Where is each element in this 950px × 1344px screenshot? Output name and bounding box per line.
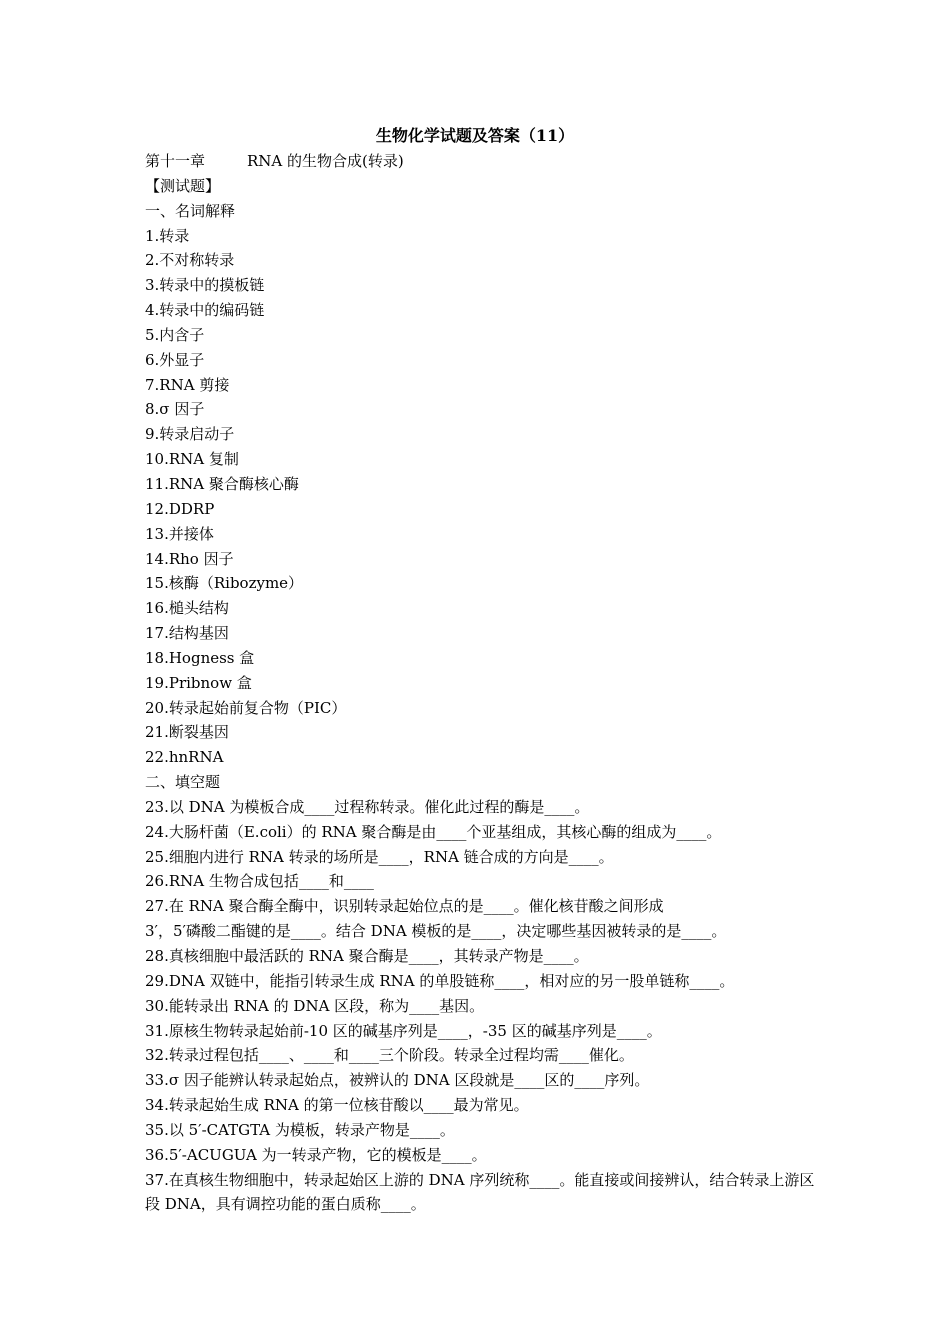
- list-item: 19.Pribnow 盒: [145, 673, 252, 692]
- list-item: 16.槌头结构: [145, 599, 229, 618]
- question-line: 32.转录过程包括____、____和____三个阶段。转录全过程均需____催化。: [145, 1046, 634, 1065]
- chapter-heading: [145, 149, 815, 174]
- list-item: 5.内含子: [145, 325, 205, 344]
- question-line: 33.σ 因子能辨认转录起始点，被辨认的 DNA 区段就是____区的____序列。: [145, 1071, 650, 1090]
- list-item: 6.外显子: [145, 350, 205, 369]
- chapter-number: 第十一章: [145, 152, 206, 170]
- list-item: 20.转录起始前复合物（PIC）: [145, 698, 347, 717]
- question-line: 23.以 DNA 为模板合成____过程称转录。催化此过程的酶是____。: [145, 797, 590, 816]
- question-line: 34.转录起始生成 RNA 的第一位核苷酸以____最为常见。: [145, 1096, 529, 1115]
- section-test-heading: 【测试题】: [145, 176, 221, 195]
- list-item: 14.Rho 因子: [145, 549, 234, 568]
- list-item: 17.结构基因: [145, 624, 229, 643]
- question-line: 35.以 5′-CATGTA 为模板，转录产物是____。: [145, 1120, 455, 1139]
- question-line: 28.真核细胞中最活跃的 RNA 聚合酶是____，其转录产物是____。: [145, 947, 589, 965]
- list-item: 3.转录中的摸板链: [145, 276, 265, 295]
- list-item: 11.RNA 聚合酶核心酶: [145, 474, 299, 493]
- list-item: 21.断裂基因: [145, 723, 229, 742]
- list-item: 7.RNA 剪接: [145, 375, 230, 394]
- section1-heading: 一、名词解释: [145, 201, 236, 220]
- question-line: 31.原核生物转录起始前-10 区的碱基序列是____，-35 区的碱基序列是____。: [145, 1021, 662, 1040]
- question-line: 26.RNA 生物合成包括____和____: [145, 872, 374, 891]
- document-title: 生物化学试题及答案（11）: [375, 126, 575, 145]
- question-line: 36.5′-ACUGUA 为一转录产物，它的模板是____。: [145, 1145, 487, 1164]
- list-item: 10.RNA 复制: [145, 450, 239, 469]
- section2-heading: 二、填空题: [145, 773, 221, 792]
- list-item: 12.DDRP: [145, 499, 215, 518]
- list-item: 15.核酶（Ribozyme）: [145, 574, 304, 593]
- document-body: [145, 149, 815, 1217]
- question-line: 27.在 RNA 聚合酶全酶中，识别转录起始位点的是____。催化核苷酸之间形成: [145, 897, 664, 916]
- list-item: 22.hnRNA: [145, 748, 224, 767]
- list-item: 8.σ 因子: [145, 400, 205, 419]
- question-line: 25.细胞内进行 RNA 转录的场所是____，RNA 链合成的方向是____。: [145, 847, 614, 866]
- question-paragraph: 37.在真核生物细胞中，转录起始区上游的 DNA 序列统称____。能直接或间接辨认，结合转录上游区段 DNA，具有调控功能的蛋白质称____。: [145, 1170, 815, 1214]
- question-line: 3′，5′磷酸二酯键的是____。结合 DNA 模板的是____，决定哪些基因被转录的是____。: [145, 922, 727, 941]
- question-line: 29.DNA 双链中，能指引转录生成 RNA 的单股链称____，相对应的另一股单链称____。: [145, 971, 735, 990]
- question-line: 24.大肠杆菌（E.coli）的 RNA 聚合酶是由____个亚基组成，其核心酶的组成为____。: [145, 822, 722, 841]
- list-item: 1.转录: [145, 226, 190, 245]
- question-line: 30.能转录出 RNA 的 DNA 区段，称为____基因。: [145, 996, 485, 1015]
- chapter-name: RNA 的生物合成(转录): [247, 152, 404, 170]
- list-item: 4.转录中的编码链: [145, 301, 265, 320]
- list-item: 13.并接体: [145, 524, 214, 543]
- list-item: 9.转录启动子: [145, 425, 235, 444]
- list-item: 2.不对称转录: [145, 251, 235, 270]
- list-item: 18.Hogness 盒: [145, 648, 255, 667]
